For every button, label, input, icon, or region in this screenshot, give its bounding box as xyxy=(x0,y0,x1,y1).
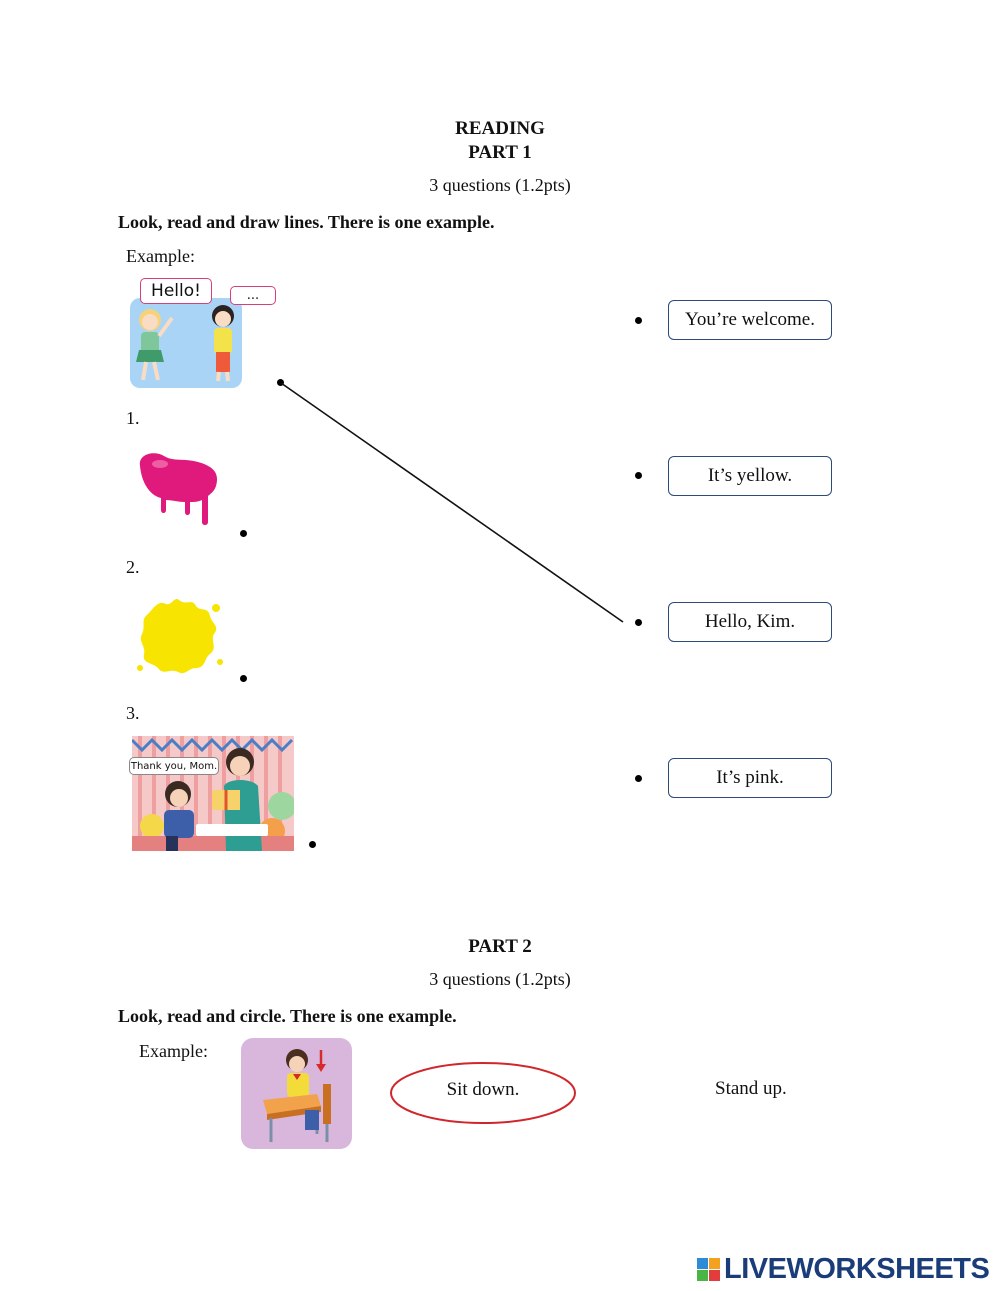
item-1-dot[interactable] xyxy=(240,530,247,537)
part2-example-label: Example: xyxy=(139,1041,208,1061)
item-2-picture xyxy=(134,592,224,685)
part1-instruction: Look, read and draw lines. There is one example. xyxy=(118,212,495,232)
thank-you-speech-bubble: Thank you, Mom. xyxy=(129,757,219,775)
answer-box-3[interactable]: Hello, Kim. xyxy=(668,602,832,642)
part2-title: PART 2 xyxy=(468,936,532,957)
part1-subtitle: 3 questions (1.2pts) xyxy=(429,175,571,195)
logo-block-icon xyxy=(697,1258,720,1281)
hello-speech-bubble: Hello! xyxy=(140,278,212,304)
answer-1-dot[interactable] xyxy=(635,317,642,324)
yellow-paint-splash-icon xyxy=(134,592,224,680)
answer-3-dot[interactable] xyxy=(635,619,642,626)
option-stand-up[interactable]: Stand up. xyxy=(715,1078,787,1099)
logo-text: LIVEWORKSHEETS xyxy=(724,1252,990,1285)
liveworksheets-logo xyxy=(697,1252,989,1286)
item-1-picture xyxy=(130,446,222,533)
item-2-dot[interactable] xyxy=(240,675,247,682)
example-label: Example: xyxy=(126,246,195,266)
part2-instruction: Look, read and circle. There is one example. xyxy=(118,1006,457,1026)
answer-2-dot[interactable] xyxy=(635,472,642,479)
thank-you-mom-illustration xyxy=(132,736,294,851)
circled-option[interactable] xyxy=(390,1061,576,1125)
answer-4-dot[interactable] xyxy=(635,775,642,782)
item-2-number: 2. xyxy=(126,557,140,577)
answer-box-2[interactable]: It’s yellow. xyxy=(668,456,832,496)
boy-sitting-at-desk-illustration xyxy=(241,1038,352,1149)
item-3-picture xyxy=(132,736,294,851)
answer-box-4[interactable]: It’s pink. xyxy=(668,758,832,798)
part2-subtitle: 3 questions (1.2pts) xyxy=(429,969,571,989)
dots-speech-bubble: ... xyxy=(230,286,276,305)
section-heading: READING xyxy=(455,118,545,139)
answer-box-1[interactable]: You’re welcome. xyxy=(668,300,832,340)
pink-paint-splash-icon xyxy=(130,446,222,528)
option-sit-down[interactable]: Sit down. xyxy=(446,1079,520,1100)
sit-down-picture xyxy=(241,1038,352,1149)
part1-title: PART 1 xyxy=(468,142,532,163)
item-3-dot[interactable] xyxy=(309,841,316,848)
item-1-number: 1. xyxy=(126,408,140,428)
item-3-number: 3. xyxy=(126,703,140,723)
